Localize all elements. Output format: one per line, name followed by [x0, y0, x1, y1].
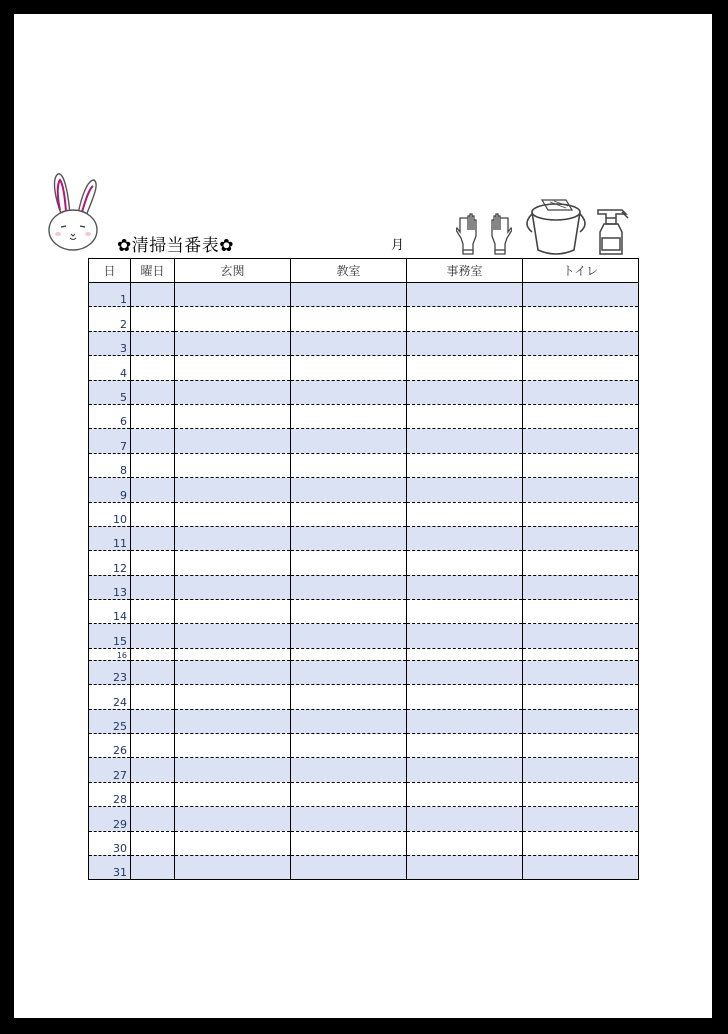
office-cell[interactable]: [407, 734, 523, 758]
day-number-cell: 13: [89, 575, 131, 599]
classroom-cell[interactable]: [291, 526, 407, 550]
weekday-cell[interactable]: [131, 526, 175, 550]
entrance-cell[interactable]: [175, 307, 291, 331]
toilet-cell[interactable]: [523, 855, 639, 879]
office-cell[interactable]: [407, 855, 523, 879]
entrance-cell[interactable]: [175, 356, 291, 380]
table-row: [89, 624, 639, 648]
toilet-cell[interactable]: [523, 734, 639, 758]
toilet-cell[interactable]: [523, 404, 639, 428]
entrance-cell[interactable]: [175, 758, 291, 782]
office-cell[interactable]: [407, 600, 523, 624]
weekday-cell[interactable]: [131, 660, 175, 684]
classroom-cell[interactable]: [291, 356, 407, 380]
column-header-classroom: 教室: [291, 259, 407, 283]
office-cell[interactable]: [407, 782, 523, 806]
toilet-cell[interactable]: [523, 551, 639, 575]
column-header-entrance: 玄関: [175, 259, 291, 283]
table-row: [89, 356, 639, 380]
day-number-cell: 30: [89, 831, 131, 855]
toilet-cell[interactable]: [523, 807, 639, 831]
toilet-cell[interactable]: [523, 685, 639, 709]
table-row: [89, 404, 639, 428]
classroom-cell[interactable]: [291, 283, 407, 307]
office-cell[interactable]: [407, 624, 523, 648]
office-cell[interactable]: [407, 648, 523, 660]
classroom-cell[interactable]: [291, 429, 407, 453]
day-number-cell: 15: [89, 624, 131, 648]
day-number-cell: 11: [89, 526, 131, 550]
day-number-cell: 7: [89, 429, 131, 453]
rabbit-illustration: [44, 166, 104, 256]
classroom-cell[interactable]: [291, 404, 407, 428]
day-number-cell: 25: [89, 709, 131, 733]
entrance-cell[interactable]: [175, 624, 291, 648]
spray-bottle-icon: [592, 204, 632, 256]
flower-icon: ✿: [219, 236, 234, 256]
classroom-cell[interactable]: [291, 782, 407, 806]
entrance-cell[interactable]: [175, 429, 291, 453]
weekday-cell[interactable]: [131, 307, 175, 331]
day-number-cell: 14: [89, 600, 131, 624]
toilet-cell[interactable]: [523, 648, 639, 660]
day-number-cell: 1: [89, 283, 131, 307]
table-row: [89, 380, 639, 404]
classroom-cell[interactable]: [291, 380, 407, 404]
classroom-cell[interactable]: [291, 648, 407, 660]
office-cell[interactable]: [407, 551, 523, 575]
day-number-cell: 3: [89, 331, 131, 355]
day-number-cell: 2: [89, 307, 131, 331]
entrance-cell[interactable]: [175, 685, 291, 709]
day-number-cell: 10: [89, 502, 131, 526]
entrance-cell[interactable]: [175, 600, 291, 624]
table-row: [89, 660, 639, 684]
classroom-cell[interactable]: [291, 575, 407, 599]
table-row: [89, 685, 639, 709]
entrance-cell[interactable]: [175, 551, 291, 575]
entrance-cell[interactable]: [175, 380, 291, 404]
table-body: [89, 283, 639, 880]
weekday-cell[interactable]: [131, 283, 175, 307]
day-number-cell: 6: [89, 404, 131, 428]
office-cell[interactable]: [407, 660, 523, 684]
office-cell[interactable]: [407, 331, 523, 355]
table-header-row: [89, 259, 639, 283]
office-cell[interactable]: [407, 356, 523, 380]
day-number-cell: 31: [89, 855, 131, 879]
table-row: [89, 855, 639, 879]
page-title: [117, 231, 234, 256]
toilet-cell[interactable]: [523, 600, 639, 624]
weekday-cell[interactable]: [131, 453, 175, 477]
entrance-cell[interactable]: [175, 283, 291, 307]
table-row: [89, 429, 639, 453]
classroom-cell[interactable]: [291, 734, 407, 758]
entrance-cell[interactable]: [175, 855, 291, 879]
entrance-cell[interactable]: [175, 648, 291, 660]
toilet-cell[interactable]: [523, 624, 639, 648]
weekday-cell[interactable]: [131, 600, 175, 624]
flower-icon: ✿: [117, 236, 132, 256]
office-cell[interactable]: [407, 380, 523, 404]
table-row: [89, 600, 639, 624]
table-row: [89, 575, 639, 599]
classroom-cell[interactable]: [291, 855, 407, 879]
classroom-cell[interactable]: [291, 807, 407, 831]
classroom-cell[interactable]: [291, 307, 407, 331]
table-row: [89, 453, 639, 477]
column-header-office: 事務室: [407, 259, 523, 283]
toilet-cell[interactable]: [523, 380, 639, 404]
toilet-cell[interactable]: [523, 356, 639, 380]
office-cell[interactable]: [407, 478, 523, 502]
office-cell[interactable]: [407, 526, 523, 550]
office-cell[interactable]: [407, 831, 523, 855]
toilet-cell[interactable]: [523, 660, 639, 684]
entrance-cell[interactable]: [175, 502, 291, 526]
weekday-cell[interactable]: [131, 855, 175, 879]
entrance-cell[interactable]: [175, 526, 291, 550]
classroom-cell[interactable]: [291, 758, 407, 782]
office-cell[interactable]: [407, 709, 523, 733]
toilet-cell[interactable]: [523, 831, 639, 855]
weekday-cell[interactable]: [131, 478, 175, 502]
day-number-cell: 4: [89, 356, 131, 380]
gloves-icon: [456, 210, 512, 256]
weekday-cell[interactable]: [131, 734, 175, 758]
day-number-cell: 5: [89, 380, 131, 404]
entrance-cell[interactable]: [175, 478, 291, 502]
entrance-cell[interactable]: [175, 782, 291, 806]
table-row: [89, 331, 639, 355]
classroom-cell[interactable]: [291, 331, 407, 355]
weekday-cell[interactable]: [131, 380, 175, 404]
table-row: [89, 758, 639, 782]
toilet-cell[interactable]: [523, 526, 639, 550]
weekday-cell[interactable]: [131, 758, 175, 782]
entrance-cell[interactable]: [175, 575, 291, 599]
weekday-cell[interactable]: [131, 807, 175, 831]
day-number-cell: 28: [89, 782, 131, 806]
classroom-cell[interactable]: [291, 709, 407, 733]
office-cell[interactable]: [407, 685, 523, 709]
table-row: [89, 782, 639, 806]
toilet-cell[interactable]: [523, 307, 639, 331]
weekday-cell[interactable]: [131, 624, 175, 648]
entrance-cell[interactable]: [175, 453, 291, 477]
table-row: [89, 283, 639, 307]
day-number-cell: 26: [89, 734, 131, 758]
classroom-cell[interactable]: [291, 551, 407, 575]
table-row: [89, 478, 639, 502]
office-cell[interactable]: [407, 404, 523, 428]
classroom-cell[interactable]: [291, 600, 407, 624]
office-cell[interactable]: [407, 429, 523, 453]
toilet-cell[interactable]: [523, 453, 639, 477]
weekday-cell[interactable]: [131, 782, 175, 806]
entrance-cell[interactable]: [175, 807, 291, 831]
office-cell[interactable]: [407, 283, 523, 307]
toilet-cell[interactable]: [523, 478, 639, 502]
weekday-cell[interactable]: [131, 685, 175, 709]
table-row: [89, 526, 639, 550]
classroom-cell[interactable]: [291, 660, 407, 684]
entrance-cell[interactable]: [175, 831, 291, 855]
classroom-cell[interactable]: [291, 478, 407, 502]
day-number-cell: 27: [89, 758, 131, 782]
day-number-cell: 8: [89, 453, 131, 477]
table-row: [89, 807, 639, 831]
cleaning-roster-table: [88, 258, 639, 880]
office-cell[interactable]: [407, 807, 523, 831]
classroom-cell[interactable]: [291, 453, 407, 477]
entrance-cell[interactable]: [175, 709, 291, 733]
bucket-icon: [524, 196, 589, 258]
toilet-cell[interactable]: [523, 283, 639, 307]
column-header-toilet: トイレ: [523, 259, 639, 283]
entrance-cell[interactable]: [175, 660, 291, 684]
table-row: [89, 551, 639, 575]
weekday-cell[interactable]: [131, 429, 175, 453]
weekday-cell[interactable]: [131, 575, 175, 599]
column-header-weekday: 曜日: [131, 259, 175, 283]
toilet-cell[interactable]: [523, 782, 639, 806]
classroom-cell[interactable]: [291, 685, 407, 709]
weekday-cell[interactable]: [131, 709, 175, 733]
entrance-cell[interactable]: [175, 331, 291, 355]
toilet-cell[interactable]: [523, 575, 639, 599]
document-page: [14, 14, 712, 1018]
column-header-day: 日: [89, 259, 131, 283]
weekday-cell[interactable]: [131, 551, 175, 575]
toilet-cell[interactable]: [523, 758, 639, 782]
day-number-cell: 23: [89, 660, 131, 684]
office-cell[interactable]: [407, 575, 523, 599]
day-number-cell: 24: [89, 685, 131, 709]
weekday-cell[interactable]: [131, 502, 175, 526]
table-row: [89, 831, 639, 855]
toilet-cell[interactable]: [523, 709, 639, 733]
entrance-cell[interactable]: [175, 404, 291, 428]
classroom-cell[interactable]: [291, 624, 407, 648]
table-row: [89, 307, 639, 331]
table-row: [89, 734, 639, 758]
classroom-cell[interactable]: [291, 502, 407, 526]
office-cell[interactable]: [407, 758, 523, 782]
toilet-cell[interactable]: [523, 429, 639, 453]
weekday-cell[interactable]: [131, 356, 175, 380]
month-label: 月: [391, 238, 405, 253]
entrance-cell[interactable]: [175, 734, 291, 758]
weekday-cell[interactable]: [131, 404, 175, 428]
day-number-cell: 29: [89, 807, 131, 831]
office-cell[interactable]: [407, 453, 523, 477]
office-cell[interactable]: [407, 502, 523, 526]
day-number-cell: 16: [89, 648, 131, 660]
table-row: [89, 502, 639, 526]
classroom-cell[interactable]: [291, 831, 407, 855]
day-number-cell: 9: [89, 478, 131, 502]
toilet-cell[interactable]: [523, 502, 639, 526]
weekday-cell[interactable]: [131, 648, 175, 660]
title-text: 清掃当番表: [131, 236, 220, 256]
weekday-cell[interactable]: [131, 331, 175, 355]
office-cell[interactable]: [407, 307, 523, 331]
table-row: [89, 648, 639, 660]
toilet-cell[interactable]: [523, 331, 639, 355]
weekday-cell[interactable]: [131, 831, 175, 855]
table-row: [89, 709, 639, 733]
day-number-cell: 12: [89, 551, 131, 575]
